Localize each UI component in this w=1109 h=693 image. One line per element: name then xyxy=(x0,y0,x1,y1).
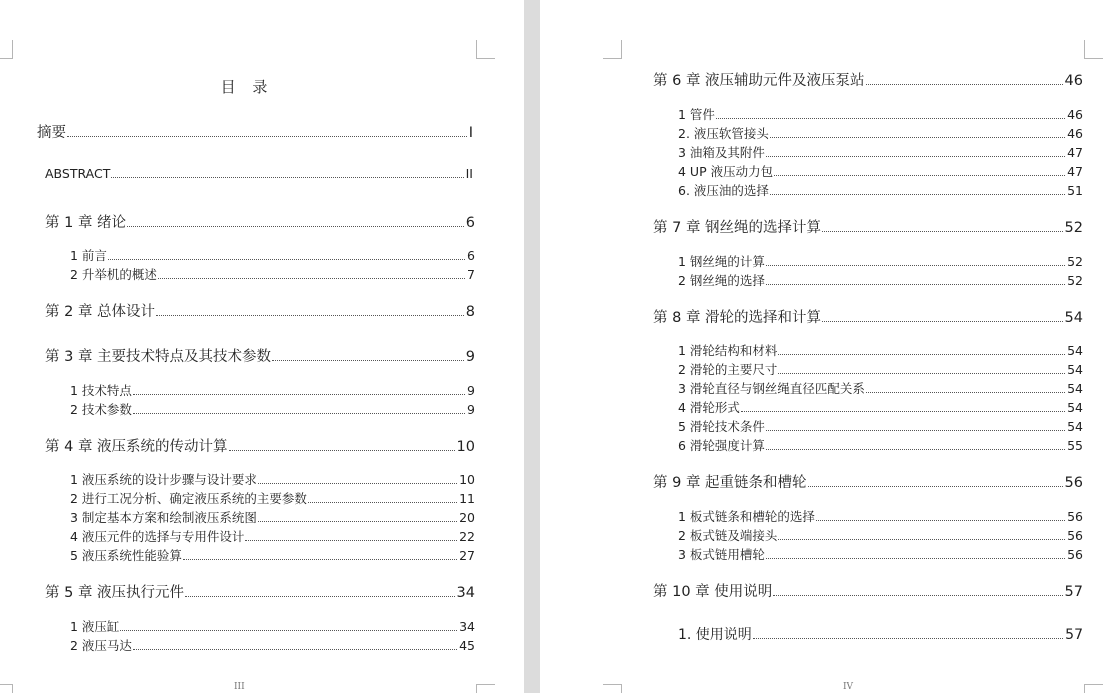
toc-entry-section[interactable] xyxy=(678,124,1083,142)
toc-entry-section[interactable] xyxy=(678,105,1083,123)
toc-entry-label: 6 滑轮强度计算 xyxy=(678,438,765,453)
toc-entry-label: 2 技术参数 xyxy=(70,402,132,417)
toc-entry-label: 第 5 章 液压执行元件 xyxy=(45,585,185,601)
dot-leader xyxy=(822,320,1062,322)
page-number: IV xyxy=(843,682,854,692)
toc-entry-label: 2 液压马达 xyxy=(70,638,132,653)
toc-entry-section[interactable] xyxy=(678,252,1083,270)
toc-entry-page: 51 xyxy=(1067,183,1083,198)
toc-entry-page: 22 xyxy=(459,529,475,544)
toc-entry-label: 第 8 章 滑轮的选择和计算 xyxy=(653,310,822,326)
crop-mark xyxy=(1084,40,1103,59)
toc-entry-page: 52 xyxy=(1064,220,1083,236)
dot-leader xyxy=(766,283,1065,285)
crop-mark xyxy=(0,40,13,59)
toc-title: 目 录 xyxy=(220,78,274,96)
dot-leader xyxy=(766,155,1065,157)
toc-entry-label: 1. 使用说明 xyxy=(678,627,752,643)
dot-leader xyxy=(778,353,1065,355)
toc-entry-page: 47 xyxy=(1067,145,1083,160)
toc-entry-label: 3 油箱及其附件 xyxy=(678,145,765,160)
toc-entry-label: 4 液压元件的选择与专用件设计 xyxy=(70,529,245,544)
toc-entry-section[interactable] xyxy=(678,436,1083,454)
toc-entry-section[interactable] xyxy=(678,624,1083,644)
dot-leader xyxy=(822,230,1062,232)
toc-entry-page: 34 xyxy=(459,619,475,634)
toc-entry-section[interactable] xyxy=(70,527,475,545)
dot-leader xyxy=(741,410,1065,412)
dot-leader xyxy=(866,83,1063,85)
dot-leader xyxy=(258,520,457,522)
toc-entry-page: 9 xyxy=(467,402,475,417)
toc-entry-chapter-4[interactable] xyxy=(45,435,475,456)
toc-entry-page: 6 xyxy=(467,248,475,263)
toc-entry-section[interactable] xyxy=(678,507,1083,525)
dot-leader xyxy=(774,174,1065,176)
crop-mark xyxy=(476,40,495,59)
toc-entry-label: ABSTRACT xyxy=(45,166,111,181)
toc-entry-page: 8 xyxy=(465,304,475,320)
toc-entry-page: 46 xyxy=(1067,126,1083,141)
dot-leader xyxy=(766,448,1065,450)
toc-entry-page: 9 xyxy=(467,383,475,398)
toc-entry-label: 1 液压缸 xyxy=(70,619,120,634)
dot-leader xyxy=(778,538,1065,540)
toc-entry-page: 54 xyxy=(1067,381,1083,396)
toc-entry-page: 47 xyxy=(1067,164,1083,179)
toc-entry-section[interactable] xyxy=(70,265,475,283)
toc-entry-page: 52 xyxy=(1067,273,1083,288)
crop-mark xyxy=(0,684,13,693)
toc-entry-chapter-6[interactable] xyxy=(653,69,1083,90)
toc-entry-section[interactable] xyxy=(678,360,1083,378)
page-right xyxy=(540,0,1109,693)
toc-entry-section[interactable] xyxy=(678,341,1083,359)
toc-entry-section[interactable] xyxy=(678,398,1083,416)
toc-entry-page: 54 xyxy=(1067,400,1083,415)
dot-leader xyxy=(120,629,457,631)
dot-leader xyxy=(773,594,1062,596)
toc-entry-page: 20 xyxy=(459,510,475,525)
dot-leader xyxy=(156,314,464,316)
toc-entry-label: 摘要 xyxy=(37,125,66,141)
dot-leader xyxy=(808,485,1063,487)
toc-entry-section[interactable] xyxy=(678,143,1083,161)
toc-entry-section[interactable] xyxy=(70,400,475,418)
toc-entry-section[interactable] xyxy=(70,246,475,264)
dot-leader xyxy=(158,277,465,279)
toc-entry-page: 56 xyxy=(1067,528,1083,543)
dot-leader xyxy=(108,258,465,260)
dot-leader xyxy=(133,648,457,650)
dot-leader xyxy=(111,176,463,178)
toc-entry-label: 5 液压系统性能验算 xyxy=(70,548,182,563)
toc-entry-label: 2 进行工况分析、确定液压系统的主要参数 xyxy=(70,491,307,506)
toc-entry-section[interactable] xyxy=(70,508,475,526)
toc-entry-page: 45 xyxy=(459,638,475,653)
dot-leader xyxy=(770,193,1065,195)
toc-entry-label: 3 板式链用槽轮 xyxy=(678,547,765,562)
toc-entry-label: 5 滑轮技术条件 xyxy=(678,419,765,434)
toc-entry-page: 11 xyxy=(459,491,475,506)
toc-entry-chapter-7[interactable] xyxy=(653,216,1083,237)
dot-leader xyxy=(866,391,1065,393)
toc-entry-section[interactable] xyxy=(678,181,1083,199)
toc-entry-page: 57 xyxy=(1065,627,1083,643)
toc-entry-label: 第 7 章 钢丝绳的选择计算 xyxy=(653,220,822,236)
toc-entry-page: 57 xyxy=(1064,584,1083,600)
toc-entry-label: 4 滑轮形式 xyxy=(678,400,740,415)
toc-entry-label: 第 1 章 绪论 xyxy=(45,215,127,231)
toc-entry-label: 第 2 章 总体设计 xyxy=(45,304,156,320)
crop-mark xyxy=(603,684,622,693)
dot-leader xyxy=(716,117,1065,119)
toc-entry-section[interactable] xyxy=(678,379,1083,397)
dot-leader xyxy=(183,558,457,560)
toc-entry-section[interactable] xyxy=(678,417,1083,435)
dot-leader xyxy=(245,539,457,541)
toc-entry-page: 46 xyxy=(1067,107,1083,122)
toc-entry-label: 第 10 章 使用说明 xyxy=(653,584,773,600)
toc-entry-chapter-5[interactable] xyxy=(45,581,475,602)
toc-entry-chapter-9[interactable] xyxy=(653,471,1083,492)
toc-entry-section[interactable] xyxy=(70,381,475,399)
dot-leader xyxy=(816,519,1065,521)
toc-entry-page: 34 xyxy=(456,585,475,601)
toc-entry-page: 7 xyxy=(467,267,475,282)
toc-entry-label: 第 4 章 液压系统的传动计算 xyxy=(45,439,228,455)
toc-entry-page: 9 xyxy=(465,349,475,365)
toc-entry-page: 54 xyxy=(1067,362,1083,377)
dot-leader xyxy=(133,393,465,395)
dot-leader xyxy=(272,359,464,361)
dot-leader xyxy=(308,501,457,503)
crop-mark xyxy=(603,40,622,59)
toc-entry-label: 1 液压系统的设计步骤与设计要求 xyxy=(70,472,257,487)
toc-entry-label: 1 滑轮结构和材料 xyxy=(678,343,778,358)
toc-entry-label: 第 3 章 主要技术特点及其技术参数 xyxy=(45,349,272,365)
dot-leader xyxy=(127,225,464,227)
toc-entry-page: 10 xyxy=(456,439,475,455)
page-number: III xyxy=(234,682,245,692)
toc-entry-label: 2 滑轮的主要尺寸 xyxy=(678,362,778,377)
toc-entry-section[interactable] xyxy=(70,470,475,488)
toc-entry-label: 2. 液压软管接头 xyxy=(678,126,769,141)
toc-entry-section[interactable] xyxy=(70,489,475,507)
toc-entry-page: 46 xyxy=(1064,73,1083,89)
dot-leader xyxy=(766,429,1065,431)
toc-entry-abstract-en[interactable] xyxy=(45,166,473,181)
toc-entry-chapter-8[interactable] xyxy=(653,306,1083,327)
toc-entry-section[interactable] xyxy=(678,271,1083,289)
toc-entry-page: 54 xyxy=(1064,310,1083,326)
toc-entry-section[interactable] xyxy=(678,526,1083,544)
dot-leader xyxy=(753,637,1063,639)
page-left xyxy=(0,0,524,693)
dot-leader xyxy=(778,372,1065,374)
dot-leader xyxy=(133,412,465,414)
toc-entry-page: 56 xyxy=(1064,475,1083,491)
toc-entry-label: 2 板式链及端接头 xyxy=(678,528,778,543)
dot-leader xyxy=(766,264,1065,266)
toc-entry-page: 52 xyxy=(1067,254,1083,269)
toc-entry-label: 第 9 章 起重链条和槽轮 xyxy=(653,475,807,491)
crop-mark xyxy=(476,684,495,693)
toc-entry-label: 3 制定基本方案和绘制液压系统图 xyxy=(70,510,257,525)
toc-entry-page: 54 xyxy=(1067,343,1083,358)
toc-entry-label: 第 6 章 液压辅助元件及液压泵站 xyxy=(653,73,865,89)
toc-entry-page: 10 xyxy=(459,472,475,487)
toc-entry-section[interactable] xyxy=(70,546,475,564)
toc-entry-chapter-10[interactable] xyxy=(653,580,1083,601)
toc-entry-label: 3 滑轮直径与钢丝绳直径匹配关系 xyxy=(678,381,865,396)
dot-leader xyxy=(185,595,454,597)
toc-entry-section[interactable] xyxy=(678,545,1083,563)
toc-entry-label: 1 管件 xyxy=(678,107,715,122)
toc-entry-page: 56 xyxy=(1067,509,1083,524)
toc-entry-chapter-1[interactable] xyxy=(45,211,475,232)
toc-entry-page: I xyxy=(468,125,473,141)
toc-entry-page: 55 xyxy=(1067,438,1083,453)
toc-entry-label: 2 钢丝绳的选择 xyxy=(678,273,765,288)
toc-entry-label: 2 升举机的概述 xyxy=(70,267,157,282)
toc-entry-label: 1 技术特点 xyxy=(70,383,132,398)
dot-leader xyxy=(67,135,467,137)
toc-entry-label: 1 钢丝绳的计算 xyxy=(678,254,765,269)
dot-leader xyxy=(770,136,1065,138)
toc-entry-label: 1 板式链条和槽轮的选择 xyxy=(678,509,815,524)
toc-entry-page: II xyxy=(465,166,473,181)
crop-mark xyxy=(1084,684,1103,693)
toc-entry-chapter-3[interactable] xyxy=(45,345,475,366)
toc-entry-label: 1 前言 xyxy=(70,248,107,263)
toc-entry-page: 54 xyxy=(1067,419,1083,434)
toc-entry-section[interactable] xyxy=(678,162,1083,180)
toc-entry-abstract-cn[interactable] xyxy=(37,121,473,142)
dot-leader xyxy=(258,482,457,484)
toc-entry-section[interactable] xyxy=(70,617,475,635)
dot-leader xyxy=(229,449,455,451)
toc-entry-page: 56 xyxy=(1067,547,1083,562)
toc-entry-page: 6 xyxy=(465,215,475,231)
toc-entry-section[interactable] xyxy=(70,636,475,654)
toc-entry-page: 27 xyxy=(459,548,475,563)
dot-leader xyxy=(766,557,1065,559)
toc-entry-label: 4 UP 液压动力包 xyxy=(678,164,774,179)
toc-entry-label: 6. 液压油的选择 xyxy=(678,183,769,198)
toc-entry-chapter-2[interactable] xyxy=(45,300,475,321)
